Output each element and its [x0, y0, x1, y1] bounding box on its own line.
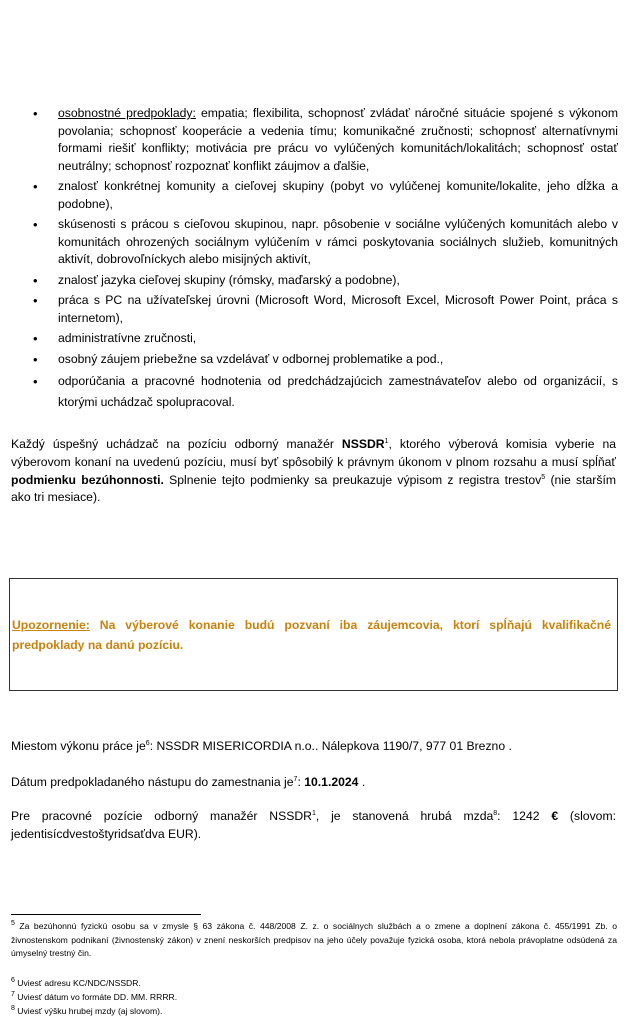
list-item: [32, 178, 618, 213]
text: Splnenie tejto podmienky sa preukazuje výpisom z registra trestov: [163, 472, 542, 487]
requirements-list: [32, 105, 618, 413]
text: (slovom: jedentisícdvestoštyridsaťdva EUR).: [11, 809, 616, 841]
nssdr-bold: NSSDR: [341, 437, 385, 451]
footnote-8: [11, 1005, 617, 1019]
footnote-5: [11, 920, 617, 961]
footnote-ref: 1: [384, 437, 389, 445]
footnote-ref: 6: [145, 739, 150, 747]
text: :: [297, 775, 305, 789]
workplace-line: [11, 738, 616, 756]
notice-box: [9, 578, 618, 691]
text: Miestom výkonu práce je: [11, 739, 146, 753]
text: , je stanovená hrubá mzda: [315, 809, 494, 823]
item-label: osobnostné predpoklady:: [58, 106, 196, 120]
list-item: [32, 272, 618, 290]
footnote-6: [11, 977, 617, 991]
item-text: administratívne zručnosti,: [58, 331, 197, 345]
footnote-number: 5: [11, 920, 15, 928]
notice-text: [12, 615, 611, 655]
text: , ktorého výberová komisia vyberie na výberovom konaní na uvedenú pozíciu, musí byť spôsobilý k právnym úkonom v plnom rozsahu a musí spĺňať: [11, 437, 617, 469]
item-text: skúsenosti s prácou s cieľovou skupinou, napr. pôsobenie v sociálne vylúčených komunitách alebo v komunitách ohrozených sociálnym vylúčením v rámci poskytovania sociálnych služieb, komunitných aktivít, dobrovoľníckych alebo misijných aktivít,: [58, 217, 618, 266]
item-text: znalosť jazyka cieľovej skupiny (rómsky, maďarský a podobne),: [58, 272, 400, 287]
footnote-ref: 5: [541, 473, 546, 481]
text: Pre pracovné pozície odborný manažér NSSDR: [11, 809, 312, 823]
item-text: práca s PC na užívateľskej úrovni (Microsoft Word, Microsoft Excel, Microsoft Power Point, práca s internetom),: [58, 293, 618, 325]
integrity-paragraph: [11, 436, 616, 507]
footnote-separator: [11, 914, 201, 915]
currency-symbol: €: [551, 809, 559, 823]
footnote-text: Za bezúhonnú fyzickú osobu sa v zmysle § 63 zákona č. 448/2008 Z. z. o sociálnych službách a o zmene a doplnení zákona č. 455/1991 Zb. o živnostenskom podnikaní (živnostenský zákon) v znení neskorších predpisov na jeho účely považuje fyzická osoba, ktorá nebola právoplatne odsúdená za úmyselný trestný čin.: [11, 921, 617, 958]
item-text: empatia; flexibilita, schopnosť zvládať náročné situácie spojené s výkonom povolania; schopnosť kooperácie a vedenia tímu; komunikačné zručnosti; schopnosť alternatívnymi formami riešiť konflikty; motivácia pre prácu vo vylúčených komunitách/lokalitách; schopnosť ostať neutrálny; schopnosť rozpoznať konflikt záujmov a ďalšie,: [58, 106, 618, 173]
salary-paragraph: [11, 808, 616, 844]
footnote-7: [11, 991, 617, 1005]
list-item: [32, 330, 618, 348]
list-item: [32, 216, 618, 269]
list-item: [32, 292, 618, 327]
item-text: znalosť konkrétnej komunity a cieľovej skupiny (pobyt vo vylúčenej komunite/lokalite, jeho dĺžka a podobne),: [58, 179, 618, 211]
text: .: [358, 775, 366, 789]
footnote-number: 7: [11, 991, 15, 999]
text: Každý úspešný uchádzač na pozíciu odborný manažér: [11, 437, 342, 451]
integrity-bold: podmienku bezúhonnosti.: [11, 472, 164, 487]
list-item: [32, 105, 618, 175]
text: (nie starším ako tri mesiace).: [11, 472, 616, 505]
footnote-ref: 8: [493, 809, 498, 817]
footnote-text: Uviesť výšku hrubej mzdy (aj slovom).: [14, 1006, 163, 1016]
item-text: osobný záujem priebežne sa vzdelávať v odbornej problematike a pod.,: [58, 351, 444, 366]
notice-label: Upozornenie:: [12, 618, 90, 632]
text: Dátum predpokladaného nástupu do zamestnania je: [11, 775, 294, 789]
list-item: [32, 351, 618, 369]
footnote-ref: 7: [293, 775, 298, 783]
item-text: odporúčania a pracovné hodnotenia od predchádzajúcich zamestnávateľov alebo od organizácií, s ktorými uchádzač spolupracoval.: [58, 374, 618, 409]
footnote-text: Uviesť adresu KC/NDC/NSSDR.: [14, 978, 141, 988]
footnote-number: 8: [11, 1005, 15, 1013]
footnote-ref: 1: [311, 809, 316, 817]
footnote-number: 6: [11, 977, 15, 985]
footnote-text: Uviesť dátum vo formáte DD. MM. RRRR.: [14, 992, 178, 1002]
start-date-line: [11, 774, 616, 792]
start-date-value: 10.1.2024: [304, 775, 359, 789]
list-item: [32, 371, 618, 413]
text: : 1242: [497, 809, 552, 823]
text: : NSSDR MISERICORDIA n.o.. Nálepkova 1190/7, 977 01 Brezno .: [149, 739, 512, 753]
notice-body: Na výberové konanie budú pozvaní iba záujemcovia, ktorí spĺňajú kvalifikačné predpoklady na danú pozíciu.: [12, 618, 611, 652]
